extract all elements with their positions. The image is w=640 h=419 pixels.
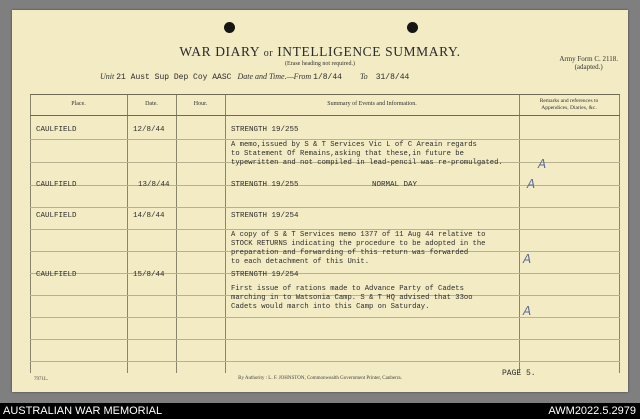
summary-line: A memo,issued by S & T Services Vic L of C Areain regards bbox=[231, 141, 477, 149]
header-remarks-line-2: Appendices, Diaries, &c. bbox=[541, 105, 597, 111]
header-rule bbox=[30, 115, 620, 116]
column-rule bbox=[519, 95, 520, 373]
to-date: 31/8/44 bbox=[375, 73, 410, 82]
entry-place: CAULFIELD bbox=[36, 212, 77, 220]
row-rule bbox=[30, 139, 620, 140]
entry-note: NORMAL DAY bbox=[372, 181, 418, 189]
form-reference bbox=[559, 55, 618, 71]
summary-line: to each detachment of this Unit. bbox=[231, 258, 370, 266]
caption-bar bbox=[0, 403, 640, 419]
punch-hole bbox=[224, 22, 235, 33]
page-number: PAGE 5. bbox=[502, 369, 536, 378]
entry-strength: STRENGTH 19/255 bbox=[231, 181, 299, 189]
summary-line: preparation and forwarding of this return was forwarded bbox=[231, 249, 469, 257]
print-reference: 7971L. bbox=[34, 377, 49, 382]
column-rule bbox=[225, 95, 226, 373]
from-date: 1/8/44 bbox=[313, 73, 342, 82]
entry-place: CAULFIELD bbox=[36, 181, 77, 189]
entry-date: 14/8/44 bbox=[133, 212, 165, 220]
summary-line: typewritten and not compiled in lead-pencil was re-promulgated. bbox=[231, 159, 503, 167]
entry-date: 15/8/44 bbox=[133, 271, 165, 279]
row-rule bbox=[30, 273, 620, 274]
entry-summary bbox=[231, 285, 473, 312]
summary-line: to Statement Of Remains,asking that these,in future be bbox=[231, 150, 464, 158]
summary-line: First issue of rations made to Advance Party of Cadets bbox=[231, 285, 464, 293]
column-rule bbox=[30, 95, 31, 373]
entry-place: CAULFIELD bbox=[36, 271, 77, 279]
header-summary: Summary of Events and Information. bbox=[327, 101, 417, 107]
diary-table bbox=[30, 94, 620, 373]
entry-summary bbox=[231, 141, 503, 168]
punch-hole bbox=[407, 22, 418, 33]
date-label: Date and Time.—From bbox=[237, 72, 312, 81]
form-reference-number: Army Form C. 2118. bbox=[559, 55, 618, 63]
column-rule bbox=[619, 95, 620, 373]
entry-place: CAULFIELD bbox=[36, 126, 77, 134]
header-place: Place. bbox=[71, 101, 86, 107]
row-rule bbox=[30, 339, 620, 340]
header-hour: Hour. bbox=[193, 101, 208, 107]
entry-date: 12/8/44 bbox=[133, 126, 165, 134]
entry-strength: STRENGTH 19/254 bbox=[231, 212, 299, 220]
caption-accession: AWM2022.5.2979 bbox=[548, 405, 636, 417]
printer-authority: By Authority : L. F. JOHNSTON, Commonwealth Government Printer, Canberra. bbox=[238, 376, 402, 381]
column-rule bbox=[176, 95, 177, 373]
row-rule bbox=[30, 361, 620, 362]
caption-institution: AUSTRALIAN WAR MEMORIAL bbox=[3, 405, 163, 417]
form-subtitle: (Erase heading not required.) bbox=[285, 61, 355, 67]
to-label: To bbox=[359, 72, 368, 81]
row-rule bbox=[30, 207, 620, 208]
entry-strength: STRENGTH 19/255 bbox=[231, 126, 299, 134]
entry-date: 13/8/44 bbox=[138, 181, 170, 189]
row-rule bbox=[30, 229, 620, 230]
summary-line: A copy of S & T Services memo 1377 of 11 Aug 44 relative to bbox=[231, 231, 486, 239]
summary-line: marching in to Watsonia Camp. S & T HQ advised that 33oo bbox=[231, 294, 473, 302]
row-rule bbox=[30, 317, 620, 318]
summary-line: STOCK RETURNS indicating the procedure to be adopted in the bbox=[231, 240, 486, 248]
remark-initial: A bbox=[538, 157, 547, 171]
form-title bbox=[12, 44, 628, 60]
remark-initial: A bbox=[527, 177, 536, 191]
unit-value: 21 Aust Sup Dep Coy AASC bbox=[116, 73, 232, 82]
summary-line: Cadets would march into this Camp on Saturday. bbox=[231, 303, 430, 311]
diary-sheet bbox=[12, 10, 628, 392]
entry-strength: STRENGTH 19/254 bbox=[231, 271, 299, 279]
header-remarks bbox=[519, 98, 619, 112]
unit-line bbox=[100, 72, 409, 82]
entry-summary bbox=[231, 231, 485, 267]
title-part-b: INTELLIGENCE SUMMARY. bbox=[277, 44, 461, 59]
form-reference-note: (adapted.) bbox=[574, 63, 603, 71]
title-or: or bbox=[263, 48, 274, 59]
column-rule bbox=[127, 95, 128, 373]
header-remarks-line-1: Remarks and references to bbox=[539, 98, 599, 104]
header-date: Date. bbox=[145, 101, 158, 107]
title-part-a: WAR DIARY bbox=[179, 44, 260, 59]
unit-label: Unit bbox=[100, 72, 115, 81]
remark-initial: A bbox=[523, 252, 532, 266]
remark-initial: A bbox=[523, 304, 532, 318]
